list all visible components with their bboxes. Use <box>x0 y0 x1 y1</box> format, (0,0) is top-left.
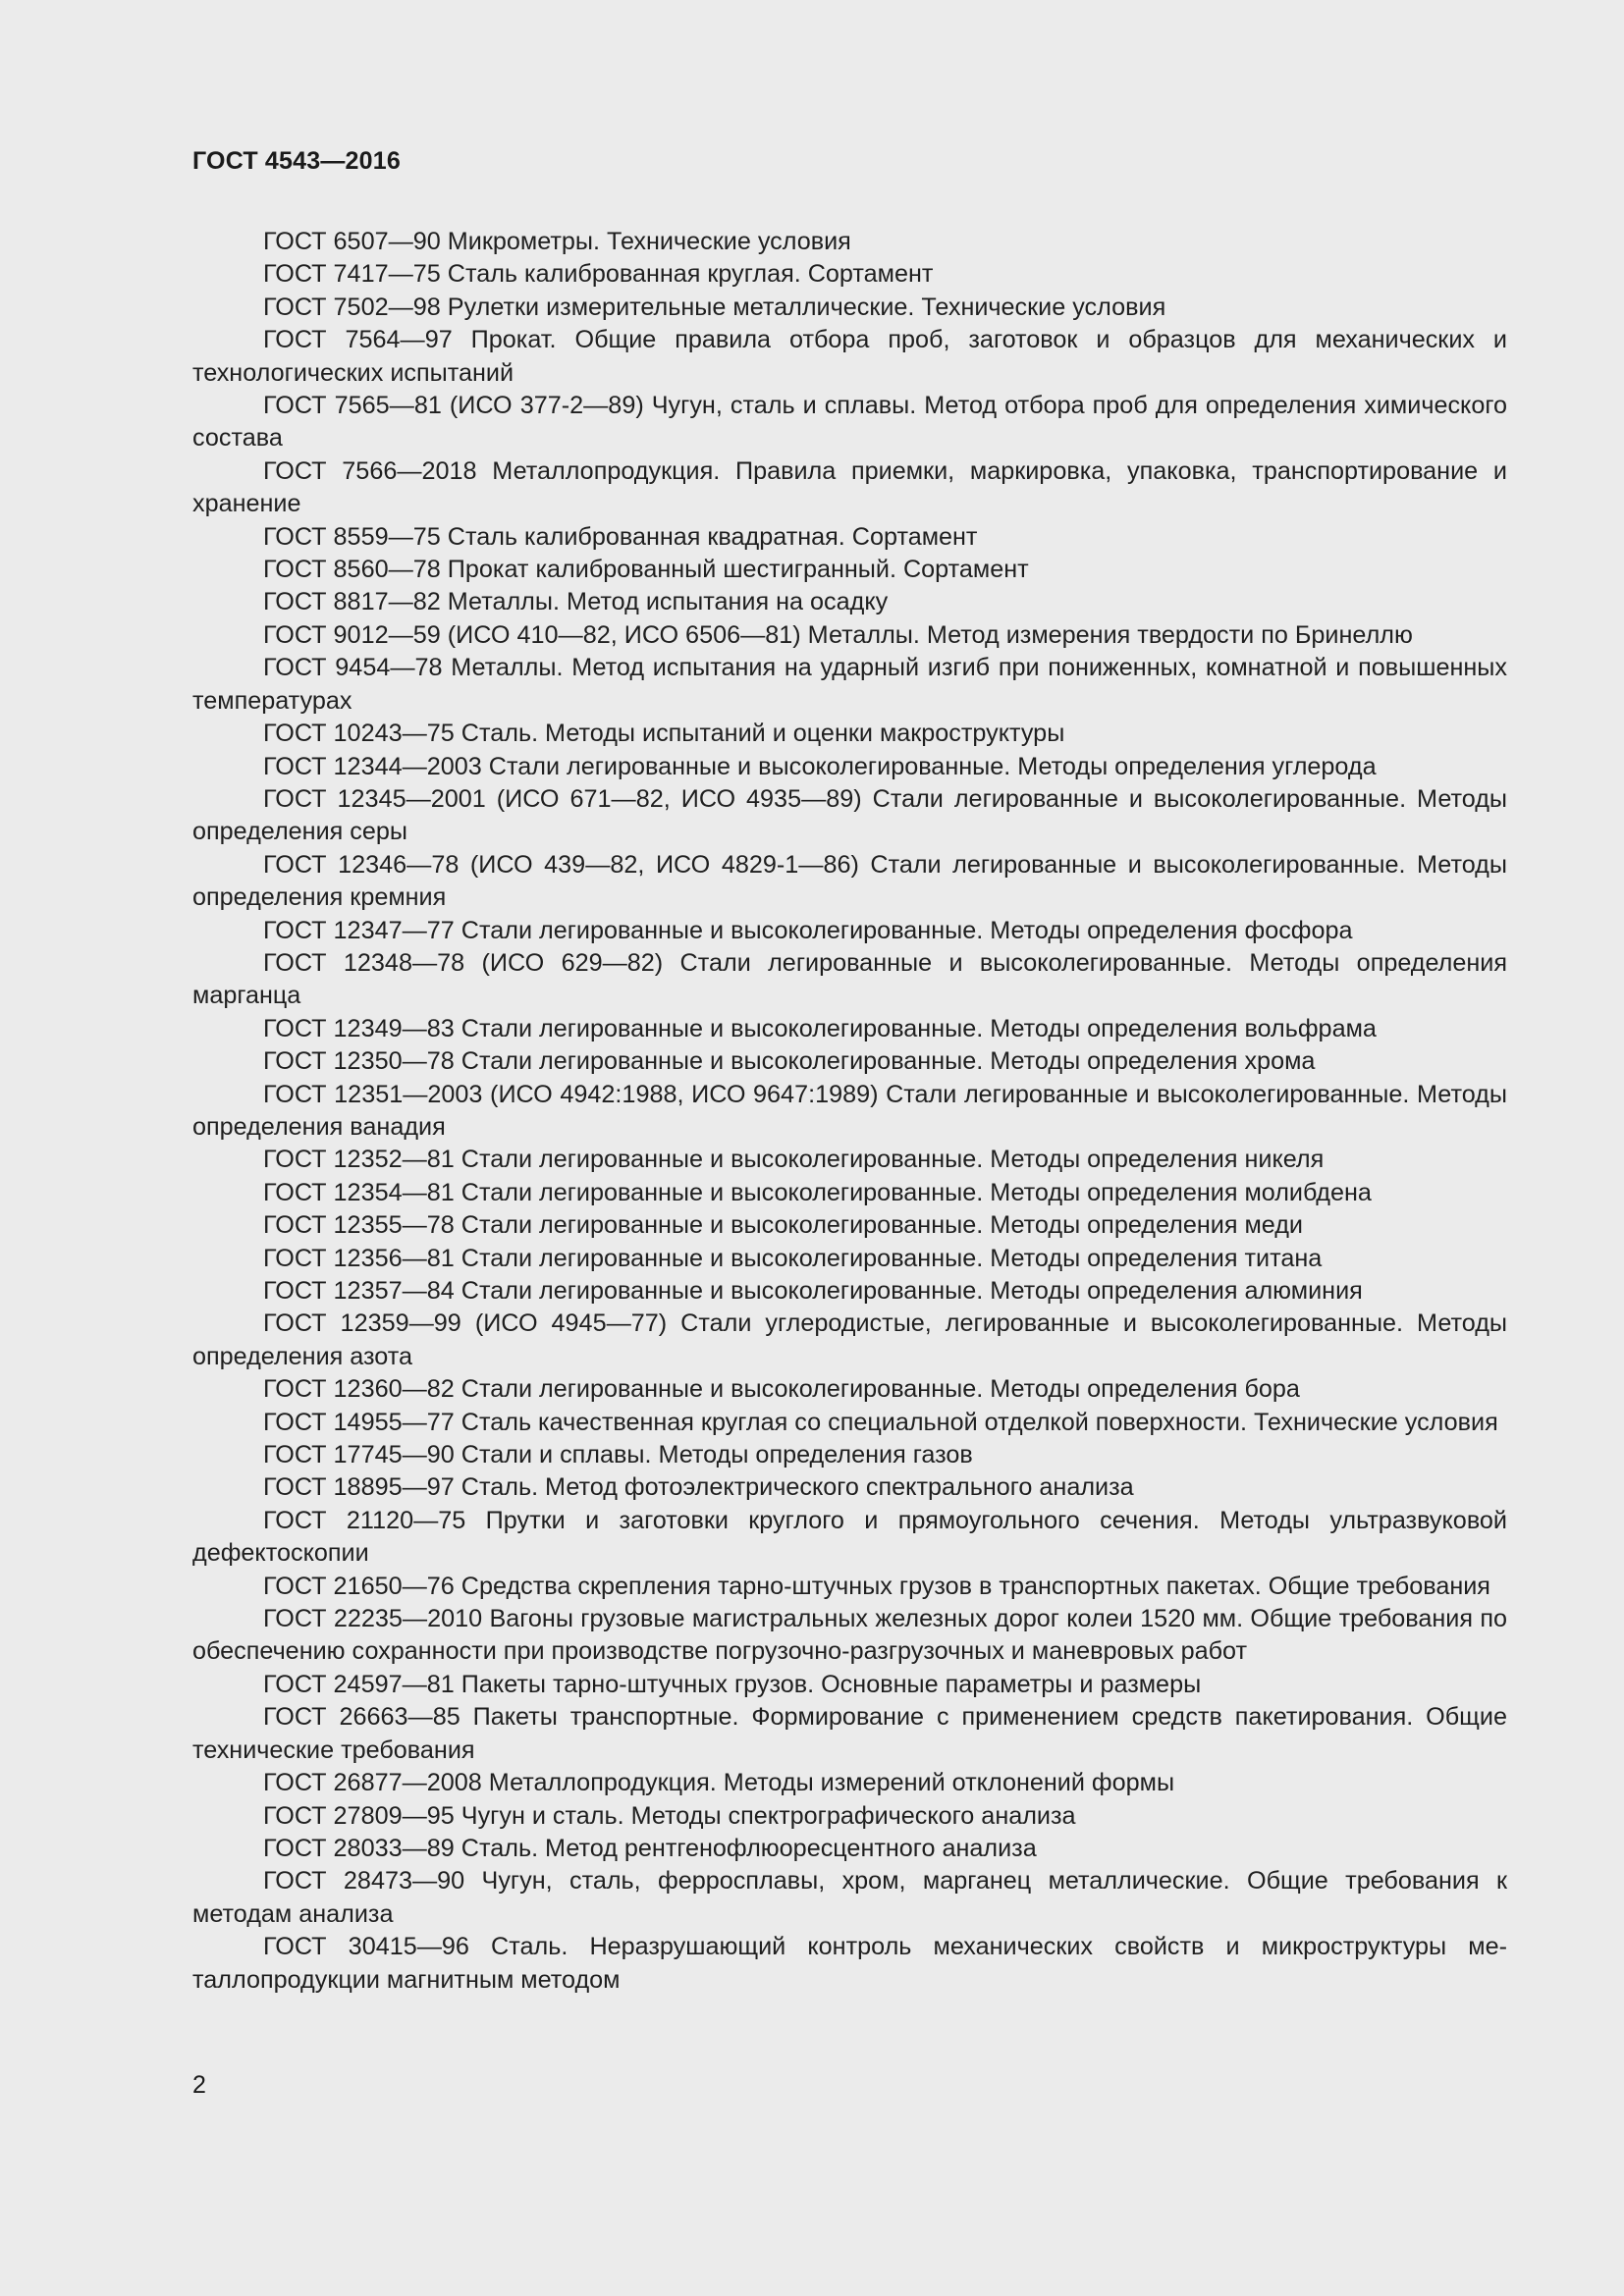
reference-item: ГОСТ 12352—81 Стали легированные и высоколегированные. Методы определения никеля <box>263 1146 1325 1174</box>
reference-item: ГОСТ 12354—81 Стали легированные и высоколегированные. Методы определения молибдена <box>263 1178 1372 1206</box>
reference-item: ГОСТ 12347—77 Стали легированные и высоколегированные. Методы определения фосфора <box>263 916 1353 944</box>
reference-item: ГОСТ 12350—78 Стали легированные и высоколегированные. Методы определения хрома <box>263 1047 1316 1076</box>
reference-item: ГОСТ 21120—75 Прутки и заготовки круглого и прямоугольного сечения. Методы ультразвуковой дефектоскопии <box>192 1506 1507 1568</box>
reference-item: ГОСТ 6507—90 Микрометры. Технические условия <box>263 228 851 255</box>
reference-item: ГОСТ 12345—2001 (ИСО 671—82, ИСО 4935—89) Стали легированные и высоколегированные. Методы определения серы <box>192 784 1507 846</box>
reference-item: ГОСТ 12357—84 Стали легированные и высоколегированные. Методы определения алюминия <box>263 1277 1363 1305</box>
reference-item: ГОСТ 30415—96 Сталь. Неразрушающий контроль механических свойств и микроструктуры металлопродукции магнитным методом <box>192 1933 1507 1994</box>
reference-item: ГОСТ 28033—89 Сталь. Метод рентгенофлюоресцентного анализа <box>263 1834 1037 1862</box>
reference-item: ГОСТ 26877—2008 Металлопродукция. Методы измерений отклонений формы <box>263 1769 1175 1797</box>
reference-item: ГОСТ 22235—2010 Вагоны грузовые магистральных железных дорог колеи 1520 мм. Общие требования по обеспечению сохранности при производстве погрузочно-разгрузочных и маневровых работ <box>192 1605 1507 1666</box>
document-header: ГОСТ 4543—2016 <box>192 147 401 175</box>
reference-item: ГОСТ 14955—77 Сталь качественная круглая со специальной отделкой поверхности. Технические условия <box>263 1408 1498 1436</box>
reference-item: ГОСТ 10243—75 Сталь. Методы испытаний и оценки макроструктуры <box>263 720 1065 748</box>
reference-item: ГОСТ 7565—81 (ИСО 377-2—89) Чугун, сталь и сплавы. Метод отбора проб для определения химического состава <box>192 392 1507 453</box>
reference-item: ГОСТ 12355—78 Стали легированные и высоколегированные. Методы определения меди <box>263 1211 1304 1240</box>
reference-item: ГОСТ 27809—95 Чугун и сталь. Методы спектрографического анализа <box>263 1801 1076 1830</box>
reference-item: ГОСТ 12346—78 (ИСО 439—82, ИСО 4829-1—86) Стали легированные и высоколегированные. Методы определения кремния <box>192 850 1507 912</box>
reference-item: ГОСТ 8559—75 Сталь калиброванная квадратная. Сортамент <box>263 522 978 551</box>
reference-item: ГОСТ 9454—78 Металлы. Метод испытания на ударный изгиб при пониженных, комнатной и повышенных температурах <box>192 654 1507 715</box>
reference-item: ГОСТ 12348—78 (ИСО 629—82) Стали легированные и высоколегированные. Методы определения марганца <box>192 948 1507 1010</box>
reference-item: ГОСТ 7417—75 Сталь калиброванная круглая. Сортамент <box>263 260 934 289</box>
reference-item: ГОСТ 7502—98 Рулетки измерительные металлические. Технические условия <box>263 293 1166 321</box>
reference-list <box>192 226 1507 1997</box>
reference-item: ГОСТ 7564—97 Прокат. Общие правила отбора проб, заготовок и образцов для механических и технологических испытаний <box>192 326 1507 387</box>
reference-item: ГОСТ 12360—82 Стали легированные и высоколегированные. Методы определения бора <box>263 1375 1300 1404</box>
reference-item: ГОСТ 21650—76 Средства скрепления тарно-штучных грузов в транспортных пакетах. Общие требования <box>263 1572 1490 1600</box>
reference-item: ГОСТ 9012—59 (ИСО 410—82, ИСО 6506—81) Металлы. Метод измерения твердости по Бринеллю <box>263 620 1413 649</box>
reference-item: ГОСТ 24597—81 Пакеты тарно-штучных грузов. Основные параметры и размеры <box>263 1670 1202 1698</box>
reference-item: ГОСТ 12344—2003 Стали легированные и высоколегированные. Методы определения углерода <box>263 752 1377 780</box>
reference-item: ГОСТ 12356—81 Стали легированные и высоколегированные. Методы определения титана <box>263 1244 1323 1272</box>
page-number: 2 <box>192 2071 206 2099</box>
reference-item: ГОСТ 8560—78 Прокат калиброванный шестигранный. Сортамент <box>263 556 1029 584</box>
reference-item: ГОСТ 17745—90 Стали и сплавы. Методы определения газов <box>263 1441 973 1469</box>
reference-item: ГОСТ 26663—85 Пакеты транспортные. Формирование с применением средств пакетирования. Общие технические требования <box>192 1703 1507 1764</box>
reference-item: ГОСТ 18895—97 Сталь. Метод фотоэлектрического спектрального анализа <box>263 1473 1134 1502</box>
reference-item: ГОСТ 7566—2018 Металлопродукция. Правила приемки, маркировка, упаковка, транспортирование и хранение <box>192 456 1507 518</box>
reference-item: ГОСТ 28473—90 Чугун, сталь, ферросплавы, хром, марганец металлические. Общие требования к методам анализа <box>192 1867 1507 1928</box>
reference-item: ГОСТ 12349—83 Стали легированные и высоколегированные. Методы определения вольфрама <box>263 1014 1377 1042</box>
reference-item: ГОСТ 12359—99 (ИСО 4945—77) Стали углеродистые, легированные и высоколегированные. Методы определения азота <box>192 1309 1507 1370</box>
reference-item: ГОСТ 8817—82 Металлы. Метод испытания на осадку <box>263 588 889 616</box>
reference-item: ГОСТ 12351—2003 (ИСО 4942:1988, ИСО 9647:1989) Стали легированные и высоколегированные. Методы определения ванадия <box>192 1080 1507 1141</box>
